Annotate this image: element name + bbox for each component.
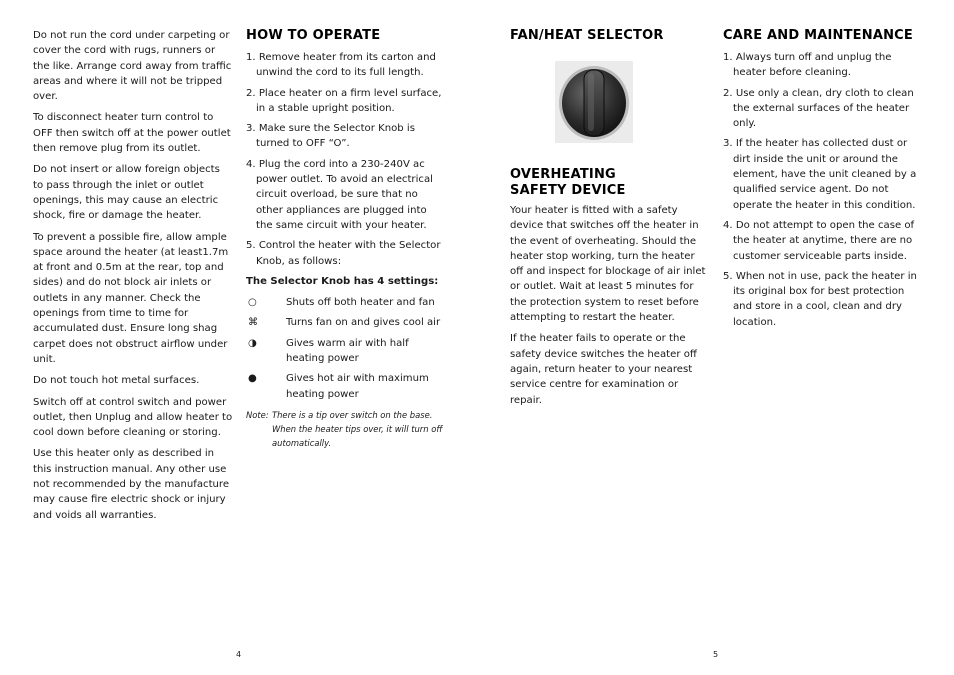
setting-text: Gives warm air with half heating power [286,337,409,365]
setting-off [246,295,446,310]
care-step: 5. When not in use, pack the heater in its original box for best protection and store in a cool, clean and dry location. [723,270,917,328]
tip-over-note [246,408,446,450]
full-circle-icon: ● [248,373,257,385]
setting-half [246,336,446,367]
operate-steps [246,50,446,269]
safety-paragraph: Do not insert or allow foreign objects to pass through the inlet or outlet openings, this may cause an electric shock, fire or damage the heater. [33,164,220,222]
operate-column [246,28,446,450]
page-number-left: 4 [236,650,242,659]
operate-step: 2. Place heater on a firm level surface, in a stable upright position. [246,87,442,114]
overheat-paragraph: Your heater is fitted with a safety device that switches off the heater in the event of overheating. Should the heater stop working, turn the heater off and inspect for blockage of air inlet or outlet. Wait at least 5 minutes for the protection system to reset before attempting to restart the heater. [510,205,706,324]
care-step: 4. Do not attempt to open the case of the heater at anytime, there are no customer serviceable parts inside. [723,219,915,262]
safety-paragraph: To prevent a possible fire, allow ample space around the heater (at least1.7m at front and 0.5m at the rear, top and sides) and do not block air inlets or outlets in any manner. Check the openings from time to time for accumulated dust. Ensure long shag carpet does not obstruct airflow under unit. [33,231,229,365]
care-step: 1. Always turn off and unplug the heater before cleaning. [723,52,892,79]
safety-paragraph: To disconnect heater turn control to OFF then switch off at the power outlet then remove plug from its outlet. [33,112,231,155]
setting-text: Turns fan on and gives cool air [286,317,441,329]
setting-full [246,371,446,402]
safety-paragraph: Do not run the cord under carpeting or cover the cord with rugs, runners or the like. Arrange cord away from traffic areas and where it will not be tripped over. [33,30,232,103]
note-text: There is a tip over switch on the base. When the heater tips over, it will turn off automatically. [272,409,443,448]
operate-step: 1. Remove heater from its carton and unwind the cord to its full length. [246,52,436,79]
safety-paragraph: Switch off at control switch and power outlet, then Unplug and allow heater to cool down before cleaning or storing. [33,396,233,439]
safety-paragraph: Use this heater only as described in this instruction manual. Any other use not recommended by the manufacture may cause fire electric shock or injury and voids all warranties. [33,448,230,521]
selector-heading: FAN/HEAT SELECTOR [510,28,664,43]
care-step: 3. If the heater has collected dust or dirt inside the unit or around the element, have the unit cleaned by a qualified service agent. Do not operate the heater in this condition. [723,138,917,211]
care-column [723,28,919,335]
operate-step: 4. Plug the cord into a 230-240V ac power outlet. To avoid an electrical circuit overload, be sure that no other appliances are plugged into the same circuit with your heater. [246,158,433,231]
selector-knob-photo [555,61,633,143]
overheat-paragraph: If the heater fails to operate or the safety device switches the heater off again, return heater to your nearest service centre for examination or repair. [510,333,697,406]
settings-heading: The Selector Knob has 4 settings: [246,275,439,287]
operate-step: 5. Control the heater with the Selector Knob, as follows: [246,240,441,267]
care-heading: CARE AND MAINTENANCE [723,28,913,43]
note-label: Note: [246,409,269,420]
off-circle-icon: ○ [248,297,257,309]
care-steps [723,50,919,330]
safety-column [33,28,233,529]
setting-text: Shuts off both heater and fan [286,297,435,309]
page-number-right: 5 [713,650,719,659]
care-step: 2. Use only a clean, dry cloth to clean the external surfaces of the heater only. [723,87,914,130]
operate-step: 3. Make sure the Selector Knob is turned to OFF “O”. [246,123,415,150]
overheat-heading-line1: OVERHEATING [510,167,616,182]
operate-heading: HOW TO OPERATE [246,28,381,43]
overheat-heading-line2: SAFETY DEVICE [510,183,626,198]
setting-text: Gives hot air with maximum heating power [286,373,429,400]
selector-column [510,28,710,414]
setting-fan [246,315,446,330]
half-circle-icon: ◑ [248,337,257,349]
safety-paragraph: Do not touch hot metal surfaces. [33,375,200,387]
overheat-heading [510,167,710,199]
fan-icon: ⌘ [248,317,259,329]
